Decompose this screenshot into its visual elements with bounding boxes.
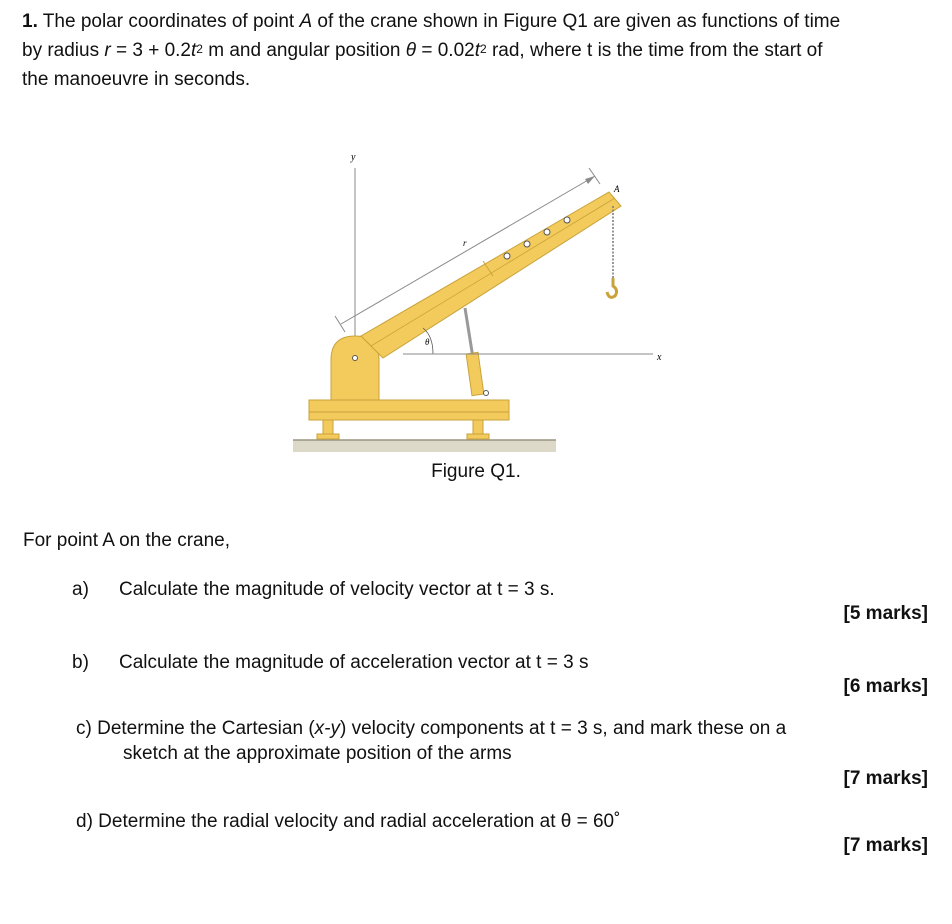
- crane-boom: [361, 192, 621, 358]
- x-axis-label: x: [657, 352, 662, 363]
- hook-icon: [607, 278, 617, 297]
- r-symbol: r: [104, 39, 111, 61]
- exponent: 2: [196, 41, 203, 56]
- r-label: r: [463, 238, 467, 248]
- marks-d: [7 marks]: [843, 835, 928, 856]
- crane-platform: [309, 400, 509, 420]
- part-label: a): [72, 579, 89, 600]
- theta-expression: = 0.02: [416, 39, 475, 61]
- intro-line-1: [22, 8, 934, 37]
- intro-text: by radius: [22, 39, 105, 61]
- part-d: [76, 811, 620, 833]
- part-text: Determine the Cartesian (: [91, 718, 315, 739]
- part-text: Calculate the magnitude of velocity vector at t = 3 s.: [119, 579, 555, 600]
- part-text: Determine the radial velocity and radial acceleration at θ = 60˚: [92, 811, 621, 832]
- part-b: [72, 652, 589, 674]
- part-label: d): [76, 811, 93, 832]
- hydraulic-rod: [465, 308, 473, 358]
- intro-text: The polar coordinates of point: [37, 11, 300, 32]
- t-symbol: t: [191, 39, 197, 61]
- part-c-line-2: sketch at the approximate position of the arms: [123, 743, 512, 764]
- question-intro: [22, 8, 934, 95]
- part-text: x-y: [314, 718, 340, 739]
- exponent: 2: [480, 41, 487, 56]
- r-expression: = 3 + 0.2: [110, 39, 191, 61]
- theta-label: θ: [425, 337, 430, 347]
- ground: [293, 440, 556, 452]
- marks-a: [5 marks]: [843, 603, 928, 624]
- intro-line-2: [22, 37, 934, 67]
- part-a: [72, 579, 555, 601]
- marks-c: [7 marks]: [843, 768, 928, 789]
- intro-text: of the crane shown in Figure Q1 are given as functions of time: [312, 11, 841, 32]
- part-c: [76, 718, 786, 740]
- hydraulic-cylinder: [466, 352, 484, 395]
- intro-text: rad, where t is the time from the start of: [486, 39, 823, 61]
- point-a-figure-label: A: [614, 184, 620, 194]
- figure-caption: Figure Q1.: [431, 461, 521, 482]
- y-axis-label: y: [351, 152, 356, 163]
- point-a-label: A: [299, 11, 313, 32]
- t-symbol: t: [474, 39, 480, 61]
- part-label: c): [76, 718, 92, 739]
- part-text: Calculate the magnitude of acceleration vector at t = 3 s: [119, 652, 589, 673]
- question-number: 1.: [22, 11, 38, 32]
- intro-text: m and angular position: [202, 39, 406, 61]
- theta-symbol: θ: [405, 39, 417, 61]
- crane-figure: [283, 148, 673, 460]
- part-label: b): [72, 652, 89, 673]
- part-text: ) velocity components at t = 3 s, and mark these on a: [339, 718, 787, 739]
- lead-text: For point A on the crane,: [23, 530, 231, 551]
- intro-line-3: the manoeuvre in seconds.: [22, 69, 251, 90]
- marks-b: [6 marks]: [843, 676, 928, 697]
